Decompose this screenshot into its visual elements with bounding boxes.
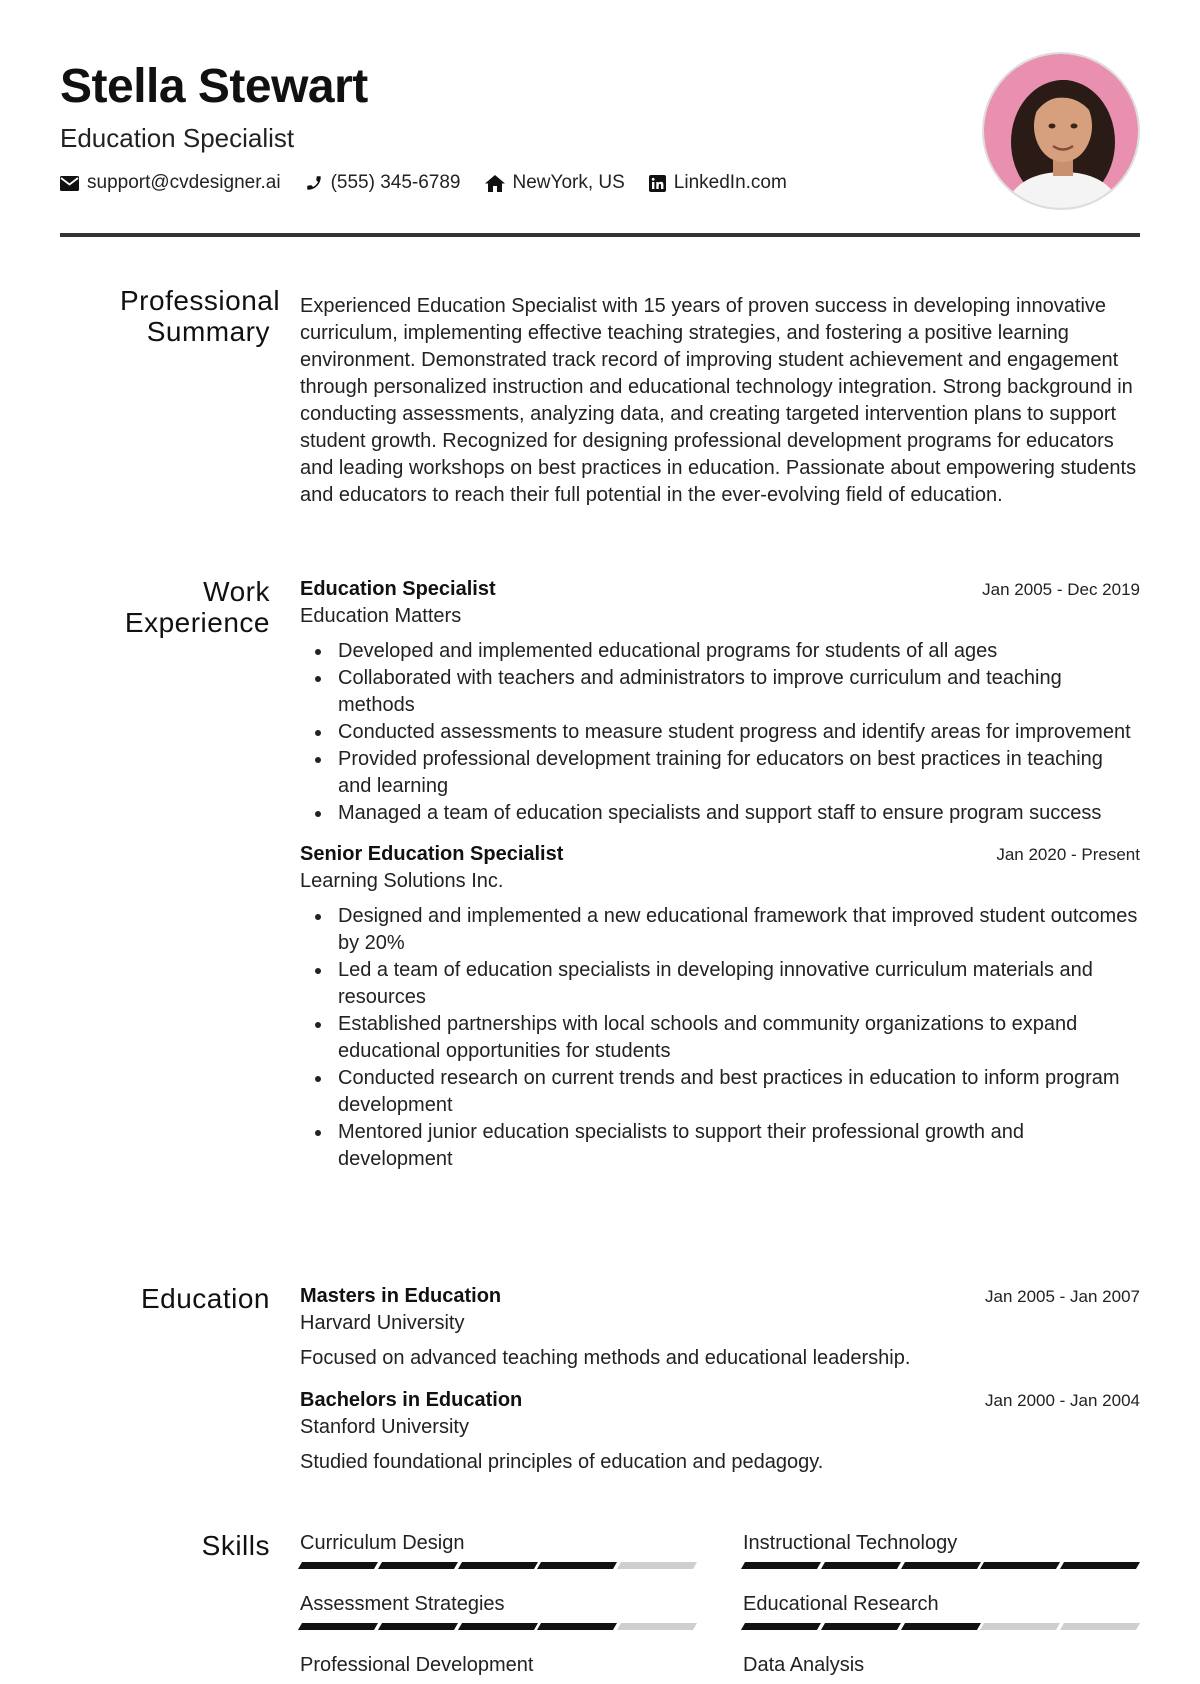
skill-level-bar [300,1562,697,1569]
job-bullets [300,638,1140,827]
skill-level-segment [980,1562,1060,1569]
profile-photo [982,52,1140,210]
skill-level-segment [537,1623,617,1630]
skill-item [300,1652,697,1684]
linkedin-icon [649,175,666,192]
list-item: Developed and implemented educational programs for students of all ages [300,638,1140,665]
job-dates: Jan 2005 - Dec 2019 [982,580,1140,599]
skills-grid [300,1530,1140,1684]
skill-level-segment [1060,1562,1140,1569]
skill-level-segment [537,1562,617,1569]
phone-text: (555) 345-6789 [330,172,461,193]
location-text: NewYork, US [512,172,625,193]
education-dates: Jan 2000 - Jan 2004 [984,1391,1140,1410]
skill-item [743,1591,1140,1630]
contact-linkedin[interactable] [649,172,787,194]
skill-level-segment [980,1623,1060,1630]
resume-header [60,58,1140,238]
contact-phone[interactable] [305,172,461,194]
skill-level-segment [741,1623,821,1630]
skill-item [300,1530,697,1569]
skill-level-segment [821,1623,901,1630]
skill-name: Professional Development [300,1654,534,1676]
education-description: Focused on advanced teaching methods and educational leadership. [300,1347,911,1369]
skill-level-segment [617,1623,697,1630]
email-text: support@cvdesigner.ai [87,172,281,193]
candidate-title: Education Specialist [60,123,295,153]
job-dates: Jan 2020 - Present [996,845,1140,864]
list-item: Established partnerships with local schools and community organizations to expand educational opportunities for students [300,1011,1140,1065]
education-entry [300,1387,1140,1476]
linkedin-text: LinkedIn.com [673,172,787,193]
job-bullets [300,903,1140,1173]
job-company: Education Matters [300,605,462,627]
list-item: Mentored junior education specialists to support their professional growth and development [300,1119,1140,1173]
list-item: Provided professional development training for educators on best practices in teaching and learning [300,746,1140,800]
skill-name: Assessment Strategies [300,1593,505,1615]
education-heading: Education [140,1283,270,1314]
education-entry [300,1283,1140,1372]
skill-level-segment [821,1562,901,1569]
skill-name: Educational Research [743,1593,939,1615]
skill-level-segment [378,1562,458,1569]
education-description: Studied foundational principles of education and pedagogy. [300,1451,824,1473]
skill-level-segment [741,1562,821,1569]
skill-level-segment [901,1623,981,1630]
school-name: Harvard University [300,1312,465,1334]
school-name: Stanford University [300,1416,469,1438]
skill-level-bar [743,1623,1140,1630]
degree-title: Bachelors in Education [300,1389,523,1411]
candidate-name: Stella Stewart [60,60,368,113]
skill-level-segment [901,1562,981,1569]
job-title: Education Specialist [300,578,496,600]
job-entry [300,841,1140,1173]
skill-level-segment [1060,1623,1140,1630]
skill-level-segment [378,1623,458,1630]
education-dates: Jan 2005 - Jan 2007 [984,1287,1140,1306]
skill-item [743,1530,1140,1569]
contact-bar [60,172,1140,194]
skill-level-segment [617,1562,697,1569]
skill-level-bar [743,1562,1140,1569]
skill-name: Curriculum Design [300,1532,465,1554]
home-icon [485,175,505,192]
job-title: Senior Education Specialist [300,843,564,865]
skill-level-segment [458,1562,538,1569]
skill-level-segment [298,1562,378,1569]
summary-heading: Professional Summary [120,285,281,347]
list-item: Conducted assessments to measure student progress and identify areas for improvement [300,719,1140,746]
job-company: Learning Solutions Inc. [300,870,504,892]
skills-heading: Skills [201,1530,270,1561]
contact-location [485,172,625,194]
job-entry [300,576,1140,827]
degree-title: Masters in Education [300,1285,502,1307]
list-item: Designed and implemented a new educational framework that improved student outcomes by 20% [300,903,1140,957]
header-divider [60,233,1140,237]
list-item: Led a team of education specialists in developing innovative curriculum materials and resources [300,957,1140,1011]
skill-item [743,1652,1140,1684]
list-item: Collaborated with teachers and administrators to improve curriculum and teaching methods [300,665,1140,719]
skill-name: Data Analysis [743,1654,865,1676]
summary-text: Experienced Education Specialist with 15 years of proven success in developing innovative curriculum, implementing effective teaching strategies, and fostering a positive learning environment. Demonstrated track record of improving student achievement and engagement through personalized instruction and educational technology integration. Strong background in conducting assessments, analyzing data, and creating targeted intervention plans to support student growth. Recognized for designing professional development programs for educators and leading workshops on best practices in education. Passionate about empowering students and educators to reach their full potential in the ever-evolving field of education. [300,295,1137,506]
phone-icon [305,174,323,192]
work-heading: Work Experience [124,576,270,638]
contact-email[interactable] [60,172,281,194]
skill-level-bar [300,1623,697,1630]
list-item: Conducted research on current trends and best practices in education to inform program development [300,1065,1140,1119]
list-item: Managed a team of education specialists and support staff to ensure program success [300,800,1140,827]
envelope-icon [60,176,79,191]
skill-item [300,1591,697,1630]
skill-level-segment [298,1623,378,1630]
skill-name: Instructional Technology [743,1532,958,1554]
skill-level-segment [458,1623,538,1630]
